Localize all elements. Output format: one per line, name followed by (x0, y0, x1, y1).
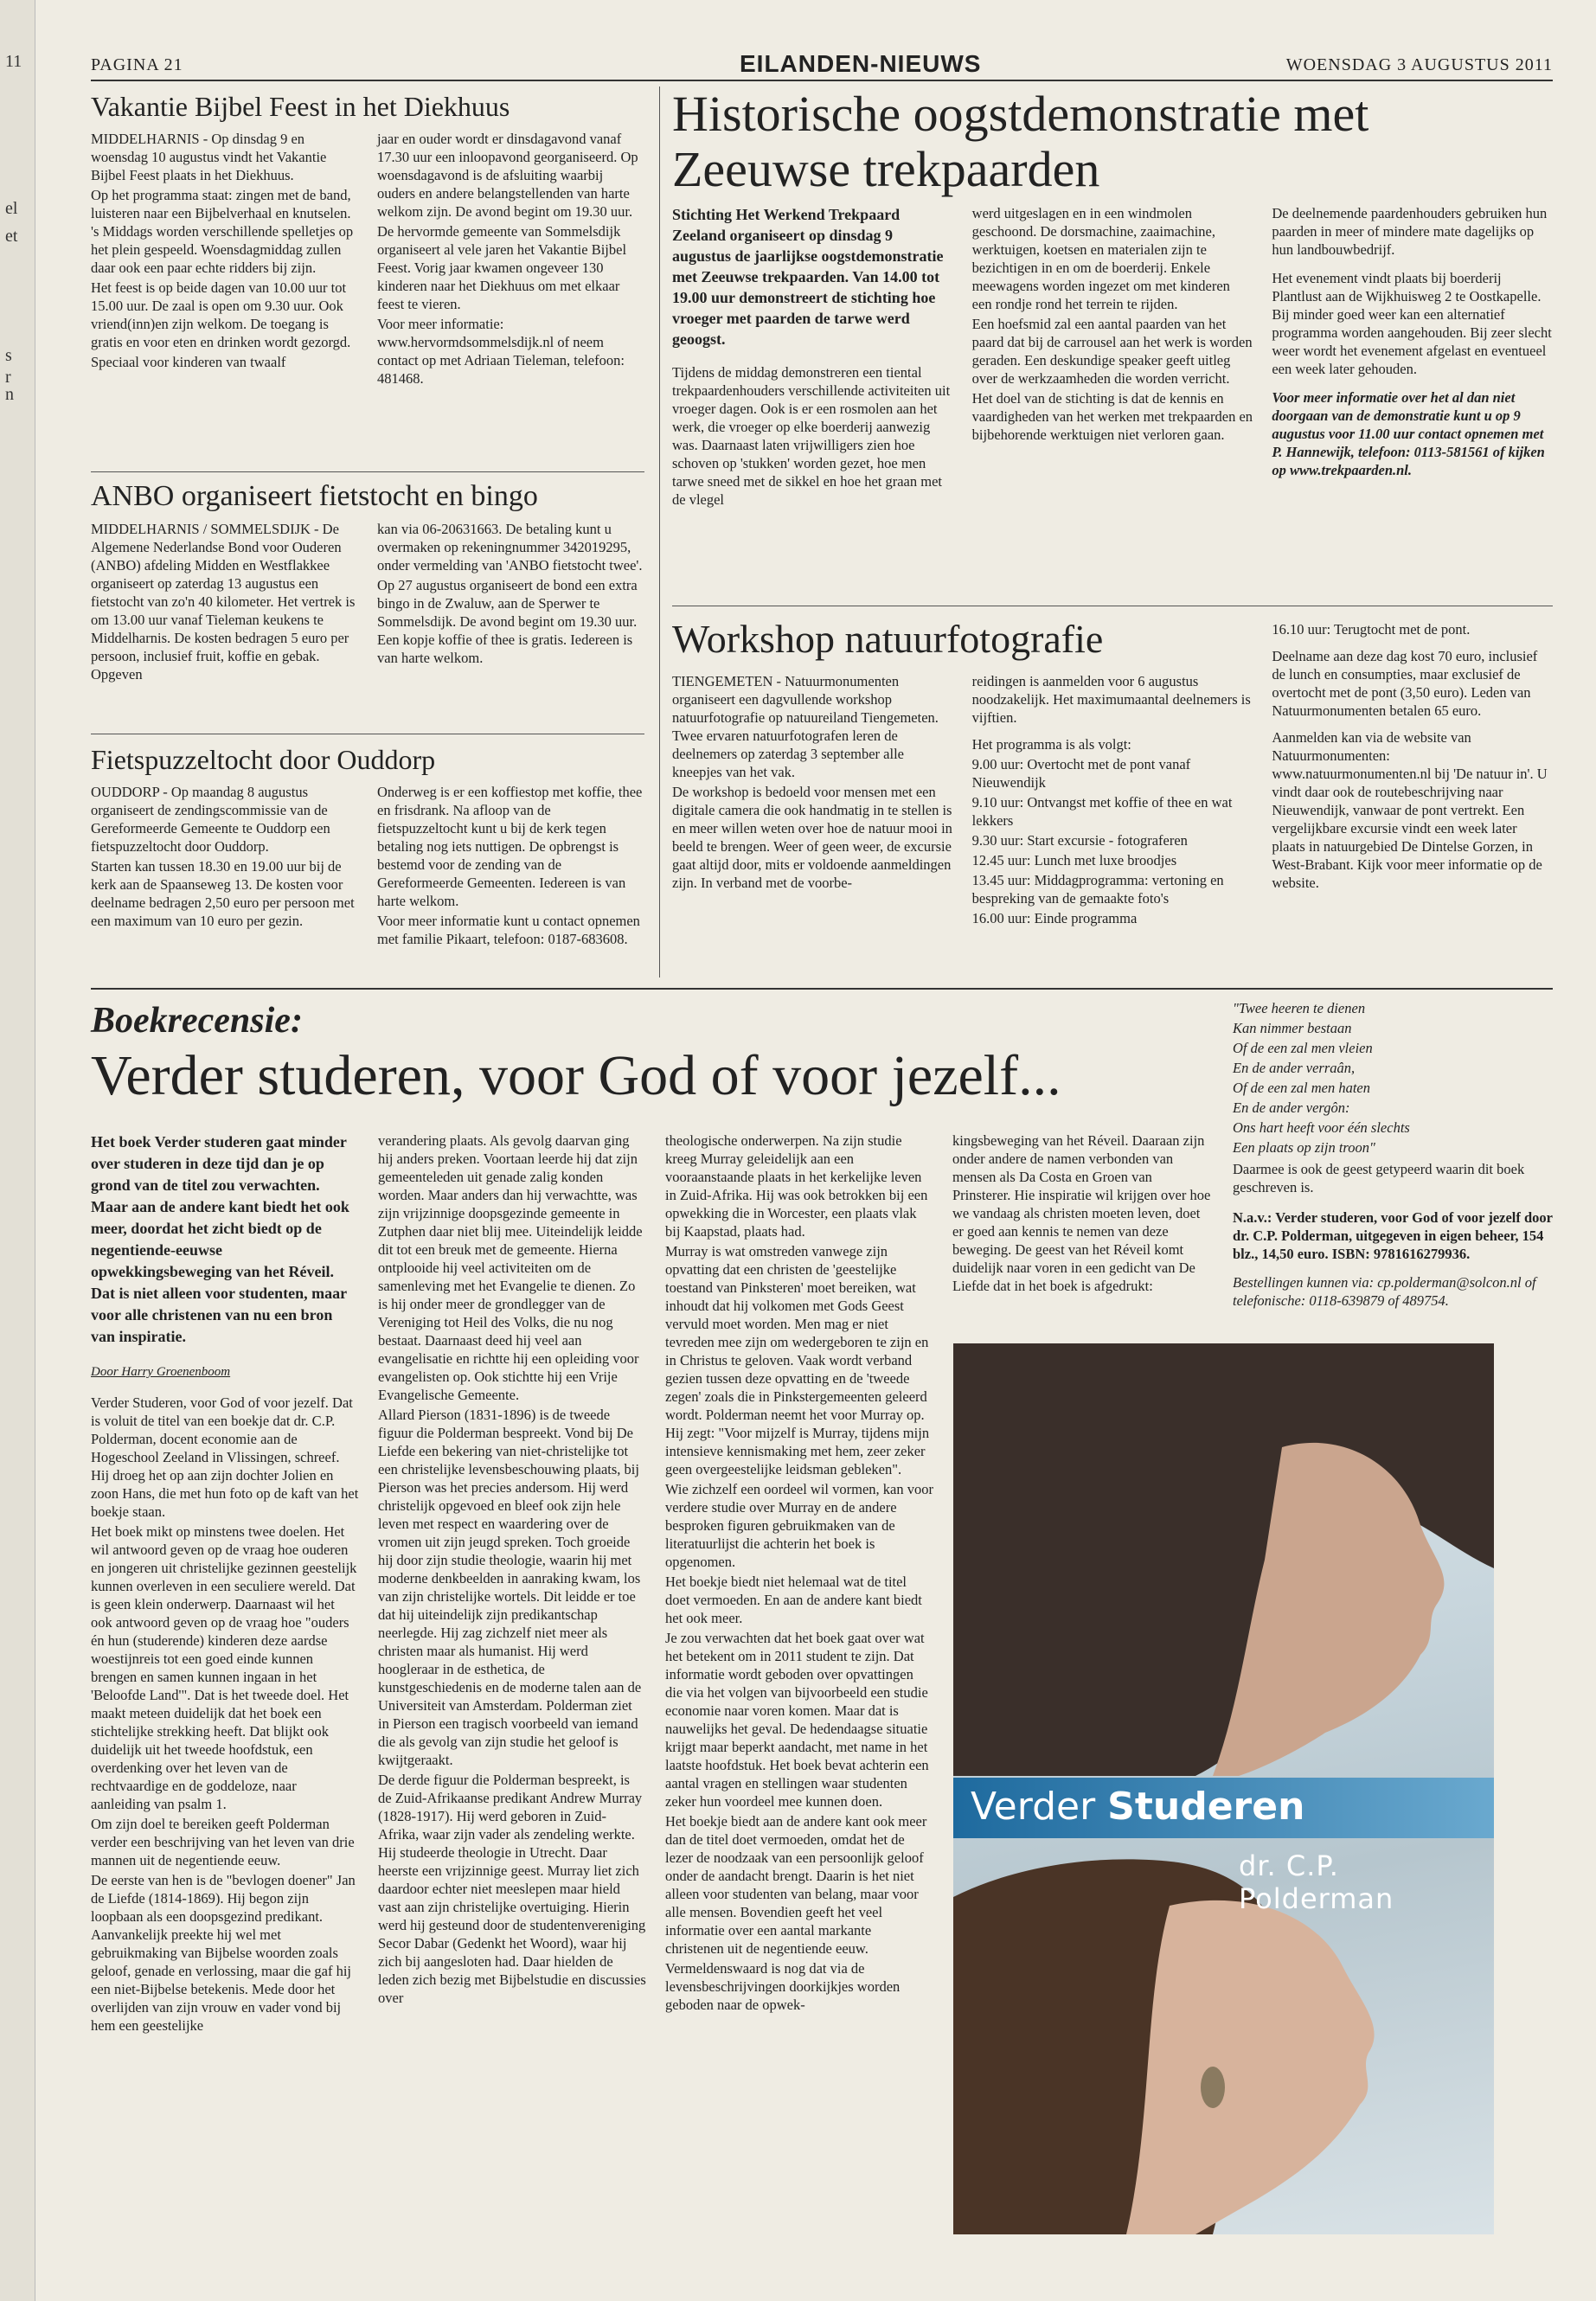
paragraph: TIENGEMETEN - Natuurmonumenten organiseert een dagvullende workshop natuurfotografie op natuureiland Tiengemeten. Twee ervaren natuurfotografen leren de deelnemers op zaterdag 3 september alle kneepjes van het vak. (672, 673, 939, 780)
program-item: 9.10 uur: Ontvangst met koffie of thee en wat lekkers (971, 794, 1233, 829)
paragraph: Daarmee is ook de geest getypeerd waarin dit boek geschreven is. (1233, 1161, 1525, 1195)
paragraph: Murray is wat omstreden vanwege zijn opvatting dat een christen de 'geestelijke toestand van Pinksteren' moet bereiken, wat inhoudt dat hij volkomen met Gods Geest vervuld moet worden. Men mag er niet tevreden mee zijn om wedergeboren te zijn en in Christus te geloven. Vaak wordt verband gezien tussen deze opvatting en de 'tweede zegen' zoals die in Pinkstergemeenten geleerd wordt. Polderman neemt het voor Murray op. Hij zegt: "Voor mijzelf is Murray, tijdens mijn intensieve kennismaking met hem, zeer zeker geen overgeestelijke leidsman gebleken". (665, 1243, 930, 1477)
paragraph: De derde figuur die Polderman bespreekt, is de Zuid-Afrikaanse predikant Andrew Murray (1828-1917). Hij werd geboren in Zuid-Afrika, waar zijn vader als zendeling werkte. Hij studeerde theologie in Utrecht. Daar heerste een vrijzinnige geest. Murray liet zich daardoor echter niet meeslepen maar hield vast aan zijn christelijke overtuiging. Hierin werd hij gesteund door de studentenvereniging Secor Dabar (Gedenkt het Woord), waar hij zich bij aangesloten had. Daar hielden de leden zich bezig met Bijbelstudie en discussies over (378, 1772, 646, 2006)
lead-paragraph: Het boek Verder studeren gaat minder over studeren in deze tijd dan je op grond van de titel zou verwachten. Maar aan de andere kant biedt het ook meer, doordat het zicht biedt op de negentiende-eeuwse opwekkingsbeweging van het Réveil. Dat is niet alleen voor studenten, maar voor alle christenen van nu een bron van inspiratie. (91, 1133, 349, 1345)
paragraph: De workshop is bedoeld voor mensen met een digitale camera die ook handmatig in te stellen is en meer willen weten over hoe de natuur mooi in beeld te brengen. Weer of geen weer, de excursie gaat altijd door, mits er voldoende aanmeldingen zijn. In verband met de voorbe- (672, 784, 952, 891)
earring-shape (1201, 2067, 1225, 2108)
masthead: EILANDEN-NIEUWS (740, 50, 982, 77)
order-info: Bestellingen kunnen via: cp.polderman@solcon.nl of telefonische: 0118-639879 of 489754. (1233, 1274, 1536, 1309)
paragraph: Je zou verwachten dat het boek gaat over wat het betekent om in 2011 student te zijn. Dat informatie wordt geboden over opvattingen die via het volgen van bijvoorbeeld een studie economie naar voren komen. Maar dat is nauwelijks het geval. De hedendaagse situatie krijgt maar beperkt aandacht, met name in het laatste hoofdstuk. Het boek bevat achterin een aantal vragen en stellingen waar studenten zeker hun voordeel mee kunnen doen. (665, 1630, 929, 1810)
article-column (377, 520, 644, 685)
paragraph: Het evenement vindt plaats bij boerderij Plantlust aan de Wijkhuisweg 2 te Oostkapelle. Bij minder goed weer kan een alternatief programma worden aangehouden. Bij zeer slecht weer wordt het evenement afgelast en eventueel een week later gehouden. (1272, 270, 1552, 377)
paragraph: OUDDORP - Op maandag 8 augustus organiseert de zendingscommissie van de Gereformeerde Gemeente te Ouddorp een fietspuzzeltocht door Ouddorp. (91, 784, 330, 855)
poem-line: Kan nimmer bestaan (1233, 1020, 1352, 1036)
poem-line: En de ander verraân, (1233, 1060, 1356, 1076)
article-title: Verder studeren, voor God of voor jezelf... (91, 1044, 1061, 1107)
paragraph: Om zijn doel te bereiken geeft Polderman verder een beschrijving van het leven van drie mannen uit de negentiende eeuw. (91, 1816, 355, 1868)
paragraph: kingsbeweging van het Réveil. Daaraan zijn onder andere de namen verbonden van mensen als Da Costa en Groen van Prinsterer. Hie inspiratie wil krijgen over hoe we vandaag als christen moeten leven, doet er goed aan kennis te nemen van deze beweging. De geest van het Réveil komt duidelijk naar voren in een gedicht van De Liefde dat in het boek is afgedrukt: (952, 1132, 1211, 1294)
paragraph: De deelnemende paardenhouders gebruiken hun paarden in meer of mindere mate dagelijks op hun landbouwbedrijf. (1272, 205, 1548, 258)
paragraph: MIDDELHARNIS - Op dinsdag 9 en woensdag 10 augustus vindt het Vakantie Bijbel Feest plaats in het Diekhuus. (91, 131, 327, 183)
paragraph: Op het programma staat: zingen met de band, luisteren naar een Bijbelverhaal en knutselen. 's Middags worden verschillende spelletjes op het plein gespeeld. Woensdagmiddag zullen daar ook een paar echte ridders bij zijn. (91, 187, 354, 276)
article-column (91, 130, 358, 389)
paragraph: Het programma is als volgt: (971, 736, 1131, 753)
poem-line: Of de een zal men vleien (1233, 1040, 1373, 1056)
paragraph: Aanmelden kan via de website van Natuurmonumenten: www.natuurmonumenten.nl bij 'De natuur in'. U vindt daar ook de routebeschrijving naar Nieuwendijk, vanwaar de pont vertrekt. Een vergelijkbare excursie vindt een week later plaats in natuurgebied De Dintelse Gorzen, in West-Brabant. Kijk voor meer informatie op de website. (1272, 729, 1548, 891)
cover-title-part: Studeren (1107, 1785, 1305, 1829)
paragraph: Wie zichzelf een oordeel wil vormen, kan voor verdere studie over Murray en de andere besproken figuren gebruikmaken van de literatuurlijst die achterin het boek is opgenomen. (665, 1481, 933, 1570)
cover-author: dr. C.P. Polderman (1239, 1849, 1394, 1915)
article-column (91, 520, 358, 685)
article-column (665, 1131, 933, 2036)
poem-line: Een plaats op zijn troon" (1233, 1139, 1375, 1156)
paragraph: Het boekje biedt aan de andere kant ook meer dan de titel doet vermoeden, omdat het de lezer de noodzaak van een persoonlijk geloof onder de aandacht brengt. Daarin is het niet alleen voor studenten van belang, maar voor alle mensen. Bovendien geeft het veel informatie over een aantal markante christenen uit de negentiende eeuw. (665, 1813, 927, 1957)
article-column (1272, 204, 1553, 510)
paragraph: De eerste van hen is de "bevlogen doener" Jan de Liefde (1814-1869). Hij begon zijn loopbaan als een doopsgezind predikant. Aanvankelijk preekte hij wel met gebruikmaking van Bijbelse woorden zoals geloof, genade en verlossing, maar die gaf hij een niet-Bijbelse betekenis. Mede door het overlijden van zijn vrouw en vader vond bij hem een geestelijke (91, 1872, 356, 2034)
article-vakantie-bijbel-feest (91, 91, 644, 389)
paragraph: Starten kan tussen 18.30 en 19.00 uur bij de kerk aan de Spaanseweg 13. De kosten voor deelname bedragen 2,50 euro per persoon met een maximum van 10 euro per gezin. (91, 858, 355, 929)
article-title: Vakantie Bijbel Feest in het Diekhuus (91, 91, 510, 122)
paragraph: verandering plaats. Als gevolg daarvan ging hij anders preken. Voortaan leerde hij dat zijn gemeenteleden uit genade zalig konden worden. Maar anders dan hij verwachtte, was zijn vrijzinnige doopsgezinde gemeente in Zutphen daar niet blij mee. Uiteindelijk leidde dit tot een breuk met de gemeente. Hierna ontplooide hij veel activiteiten om de samenleving met het Evangelie te dienen. Zo is hij onder meer de grondlegger van de Vereniging tot Heil des Volks, die nu nog bestaat. Daarnaast deed hij veel aan evangelisatie en richtte hij een opleiding voor evangelisten op. Ook stichtte hij een Vrije Evangelische Gemeente. (378, 1132, 643, 1403)
article-column (91, 783, 358, 950)
article-column (377, 783, 644, 950)
divider (91, 471, 644, 472)
face-shape (1126, 1900, 1375, 2234)
article-column (972, 672, 1253, 929)
paragraph: MIDDELHARNIS / SOMMELSDIJK - De Algemene Nederlandse Bond voor Ouderen (ANBO) afdeling Midden en Westflakkee organiseert op zaterdag 13 augustus een fietstocht van zo'n 40 kilometer. Het vertrek is om 13.00 uur vanaf Tieleman keukens te Middelharnis. De kosten bedragen 5 euro per persoon, inclusief fruit, koffie en gebak. Opgeven (91, 521, 356, 683)
lead-paragraph: Stichting Het Werkend Trekpaard Zeeland organiseert op dinsdag 9 augustus de jaarlijkse oogstdemonstratie met Zeeuwse trekpaarden. Van 14.00 tot 19.00 uur demonstreert de stichting hoe vroeger met paarden de tarwe werd geoogst. (672, 206, 944, 348)
article-column (672, 672, 953, 929)
paragraph: Het boek mikt op minstens twee doelen. Het wil antwoord geven op de vraag hoe ouderen en jongeren uit christelijke gezinnen geestelijk kunnen overleven in een seculiere wereld. Dat is geen klein onderwerp. Daarnaast wil het ook antwoord geven op de vraag hoe "ouders én hun (studerende) kinderen deze aardse woestijnreis tot een goed einde kunnen brengen en samen kunnen ingaan in het 'Beloofde Land'". Dat is het tweede doel. Het maakt meteen duidelijk dat het boek een stichtelijke strekking heeft. Dat blijkt ook duidelijk uit het tweede hoofdstuk, een overdenking over het leven van de rechtvaardige en de goddeloze, naar aanleiding van psalm 1. (91, 1523, 357, 1812)
program-item: 9.30 uur: Start excursie - fotograferen (971, 832, 1188, 849)
article-column (972, 204, 1253, 510)
cover-title-band (953, 1778, 1494, 1838)
issue-date: WOENSDAG 3 AUGUSTUS 2011 (1285, 55, 1553, 74)
paragraph: De hervormde gemeente van Sommelsdijk organiseert al vele jaren het Vakantie Bijbel Feest. Vorig jaar kwamen ongeveer 130 kinderen naar het Diekhuus om met elkaar feest te vieren. (377, 223, 627, 312)
section-divider (91, 988, 1553, 990)
book-cover-image (953, 1343, 1494, 2234)
article-fietspuzzeltocht (91, 744, 644, 950)
paragraph: Speciaal voor kinderen van twaalf (91, 354, 286, 370)
paragraph: Vermeldenswaard is nog dat via de levensbeschrijvingen doorkijkjes worden geboden naar de opwek- (665, 1960, 901, 2013)
program-item: 13.45 uur: Middagprogramma: vertoning en bespreking van de gemaakte foto's (971, 872, 1224, 907)
kicker: Boekrecensie: (91, 1001, 303, 1041)
article-column (377, 130, 644, 389)
cover-title-part: Verder (971, 1785, 1096, 1829)
poem-line: "Twee heeren te dienen (1233, 1000, 1366, 1016)
paragraph: Tijdens de middag demonstreren een tiental trekpaardenhouders verschillende activiteiten uit vroeger dagen. Ook is er een rosmolen aan het werk, die vroeger op elke boerderij aanwezig was. Daarnaast laten vrijwilligers zien hoe schoven op 'stukken' worden gezet, hoe men tarwe sneed met de sikkel en hoe het graan met de vlegel (672, 364, 951, 508)
program-item: 16.10 uur: Terugtocht met de pont. (1272, 621, 1471, 638)
article-title: Fietspuzzeltocht door Ouddorp (91, 744, 436, 775)
paragraph: Een hoefsmid zal een aantal paarden van het paard dat bij de carrousel aan het werk is worden geraden. Een deskundige speaker geeft uitleg over de werkzaamheden die worden verricht. (971, 316, 1253, 387)
paragraph: theologische onderwerpen. Na zijn studie kreeg Murray geleidelijk aan een vooraanstaande plaats in het kerkelijke leven in Zuid-Afrika. Hij was ook betrokken bij een opwekking die in Worcester, een plaats vlak bij Kaapstad, plaats had. (665, 1132, 928, 1240)
page-number: PAGINA 21 (91, 55, 183, 74)
gutter-fragment: el (5, 199, 18, 218)
gutter-fragment: s (5, 346, 12, 365)
program-item: 12.45 uur: Lunch met luxe broodjes (971, 852, 1177, 868)
article-title: Historische oogstdemonstratie met Zeeuwse trekpaarden (672, 86, 1369, 197)
paragraph: kan via 06-20631663. De betaling kunt u overmaken op rekeningnummer 342019295, onder vermelding van 'ANBO fietstocht twee'. (377, 521, 643, 574)
article-workshop-natuurfotografie (672, 616, 1553, 929)
article-title: ANBO organiseert fietstocht en bingo (91, 480, 538, 512)
article-column (91, 1131, 359, 2036)
info-note: Voor meer informatie over het al dan niet doorgaan van de demonstratie kunt u op 9 augustus voor 11.00 uur contact opnemen met P. Hannewijk, telefoon: 0113-581561 of kijken op www.trekpaarden.nl. (1272, 389, 1545, 478)
article-anbo-fietstocht (91, 480, 644, 685)
column-rule (659, 87, 660, 977)
byline: Door Harry Groenenboom (91, 1365, 231, 1379)
program-item: 16.00 uur: Einde programma (971, 910, 1138, 926)
paragraph: reidingen is aanmelden voor 6 augustus noodzakelijk. Het maximumaantal deelnemers is vijftien. (971, 673, 1251, 726)
paragraph: Op 27 augustus organiseert de bond een extra bingo in de Zwaluw, aan de Sperwer te Sommelsdijk. De avond begint om 19.30 uur. Een kopje koffie of thee is gratis. Iedereen is van harte welkom. (377, 577, 638, 666)
book-details: N.a.v.: Verder studeren, voor God of voor jezelf door dr. C.P. Polderman, uitgegeven in eigen beheer, 154 blz., 14,50 euro. ISBN: 9781616279936. (1233, 1209, 1553, 1262)
article-column (378, 1131, 646, 2036)
page-gutter (0, 0, 35, 2301)
poem-line: Ons hart heeft voor één slechts (1233, 1119, 1410, 1136)
gutter-fragment: n (5, 385, 14, 404)
paragraph: Allard Pierson (1831-1896) is de tweede figuur die Polderman bespreekt. Vond bij De Liefde een bekering van niet-christelijke tot een christelijke levensbeschouwing plaats, bij Pierson was het precies andersom. Hij werd christelijk opgevoed en bleef ook zijn hele leven met respect en waardering over de vromen uit zijn jeugd spreken. Toch groeide hij door zijn studie theologie, waarin hij met moderne denkbeelden in aanraking kwam, los van zijn christelijke wortels. Dit leidde er toe dat hij uiteindelijk zijn predikantschap neerlegde. Hij zag zichzelf niet meer als christen maar als humanist. Hij werd hoogleraar in de esthetica, de kunstgeschiedenis en de moderne talen aan de Universiteit van Amsterdam. Polderman ziet in Pierson een tragisch voorbeeld van iemand die als gevolg van zijn studie het geloof is kwijtgeraakt. (378, 1407, 642, 1768)
gutter-fragment: et (5, 227, 18, 246)
paragraph: Verder Studeren, voor God of voor jezelf. Dat is voluit de titel van een boekje dat dr. C.P. Polderman, docent economie aan de Hogeschool Zeeland in Vlissingen, schreef. Hij droeg het op aan zijn dochter Jolien en zoon Hans, die met hun foto op de kaft van het boekje staan. (91, 1394, 359, 1520)
cover-title (971, 1785, 1304, 1829)
paragraph: jaar en ouder wordt er dinsdagavond vanaf 17.30 uur een inloopavond georganiseerd. Op woensdagavond is de afsluiting waarbij ouders en andere belangstellenden van harte welkom zijn. De avond begint om 19.30 uur. (377, 131, 638, 220)
paragraph: Het feest is op beide dagen van 10.00 uur tot 15.00 uur. De zaal is open om 9.30 uur. Ook vriend(inn)en zijn welkom. De toegang is gratis en voor eten en drinken wordt gezorgd. (91, 279, 351, 350)
article-title: Workshop natuurfotografie (672, 617, 1104, 661)
program-item: 9.00 uur: Overtocht met de pont vanaf Nieuwendijk (971, 756, 1191, 791)
page-header (91, 50, 1553, 81)
poem-line: Of de een zal men haten (1233, 1080, 1370, 1096)
article-column (672, 204, 953, 510)
paragraph: Onderweg is er een koffiestop met koffie, thee en frisdrank. Na afloop van de fietspuzzeltocht kunt u bij de kerk tegen betaling nog iets nuttigen. De opbrengst is bestemd voor de zending van de Gereformeerde Gemeenten. Iedereen is van harte welkom. (377, 784, 643, 909)
paragraph: werd uitgeslagen en in een windmolen geschoond. De dorsmachine, zaaimachine, werktuigen, koetsen en materialen zijn te bezichtigen in en om de boerderij. Enkele meewagens worden ingezet om met kinderen een rondje rond het terrein te rijden. (971, 205, 1230, 312)
gutter-fragment: r (5, 368, 11, 387)
paragraph: Voor meer informatie kunt u contact opnemen met familie Pikaart, telefoon: 0187-683608. (377, 913, 640, 947)
newspaper-page (48, 0, 1579, 2301)
gutter-fragment: 11 (5, 52, 22, 71)
poem-line: En de ander vergôn: (1233, 1099, 1350, 1116)
article-column (1272, 620, 1553, 929)
paragraph: Deelname aan deze dag kost 70 euro, inclusief de lunch en consumpties, maar exclusief de overtocht met de pont (3,50 euro). Leden van Natuurmonumenten betalen 65 euro. (1272, 648, 1538, 719)
article-oogstdemonstratie (672, 87, 1553, 510)
paragraph: Het doel van de stichting is dat de kennis en vaardigheden van het werken met trekpaarden en bijbehorende werktuigen niet verloren gaan. (971, 390, 1253, 443)
paragraph: Het boekje biedt niet helemaal wat de titel doet vermoeden. En aan de andere kant biedt het ook meer. (665, 1574, 922, 1626)
paragraph: Voor meer informatie: www.hervormdsommelsdijk.nl of neem contact op met Adriaan Tieleman, telefoon: 481468. (377, 316, 625, 387)
